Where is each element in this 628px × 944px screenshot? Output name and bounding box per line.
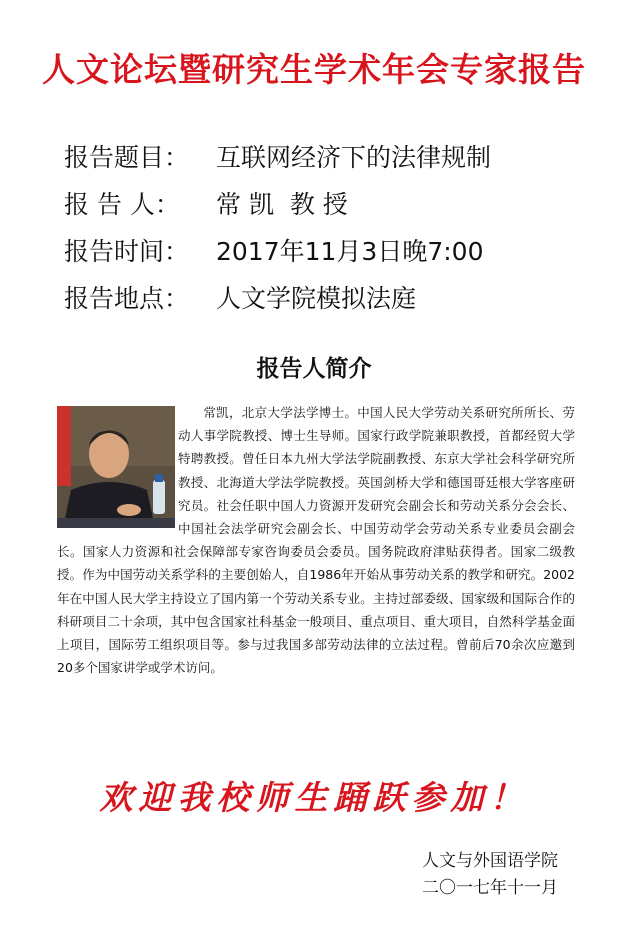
info-time-value: 2017年11月3日晚7:00 [216, 237, 484, 266]
bio-paragraph: 常凯，北京大学法学博士。中国人民大学劳动关系研究所所长、劳动人事学院教授、博士生导师。国家行政学院兼职教授，首都经贸大学特聘教授。曾任日本九州大学法学院副教授、东京大学社会科学研究所教授、北海道大学法学院教授。英国剑桥大学和德国哥廷根大学客座研究员。社会任职中国人力资源开发研究会副会长和劳动关系分会会长、中国社会法学研究会副会长、中国劳动学会劳动关系专业委员会副会长。国家人力资源和社会保障部专家咨询委员会委员。国务院政府津贴获得者。国家二级教授。作为中国劳动关系学科的主要创始人，自1986年开始从事劳动关系的教学和研究。2002年在中国人民大学主持设立了国内第一个劳动关系专业。主持过部委级、国家级和国际合作的科研项目二十余项，其中包含国家社科基金一般项目、重点项目、重大项目，自然科学基金面上项目，国际劳工组织项目等。参与过我国多部劳动法律的立法过程。曾前后70余次应邀到20多个国家讲学或学术访问。 [57, 405, 575, 676]
info-time-label: 报告时间： [64, 237, 190, 266]
info-venue [64, 281, 491, 328]
organizer-block [422, 848, 558, 902]
poster-title: 人文论坛暨研究生学术年会专家报告 [42, 50, 586, 89]
welcome-slogan: 欢迎我校师生踊跃参加！ [99, 778, 529, 817]
info-venue-value: 人文学院模拟法庭 [216, 284, 417, 313]
info-venue-label: 报告地点： [64, 284, 190, 313]
info-speaker-value: 常 凯 教 授 [216, 190, 348, 219]
photo-spacer [57, 401, 178, 540]
info-time [64, 234, 491, 281]
info-speaker [64, 187, 491, 234]
info-topic-value: 互联网经济下的法律规制 [216, 143, 492, 172]
bio-heading: 报告人简介 [256, 355, 372, 382]
info-topic-label: 报告题目： [64, 143, 190, 172]
info-topic [64, 140, 491, 187]
bio-text [57, 401, 575, 679]
info-speaker-label: 报 告 人： [64, 190, 180, 219]
organizer-name: 人文与外国语学院 [422, 851, 558, 871]
report-info [64, 140, 491, 328]
issue-date: 二〇一七年十一月 [422, 878, 558, 898]
